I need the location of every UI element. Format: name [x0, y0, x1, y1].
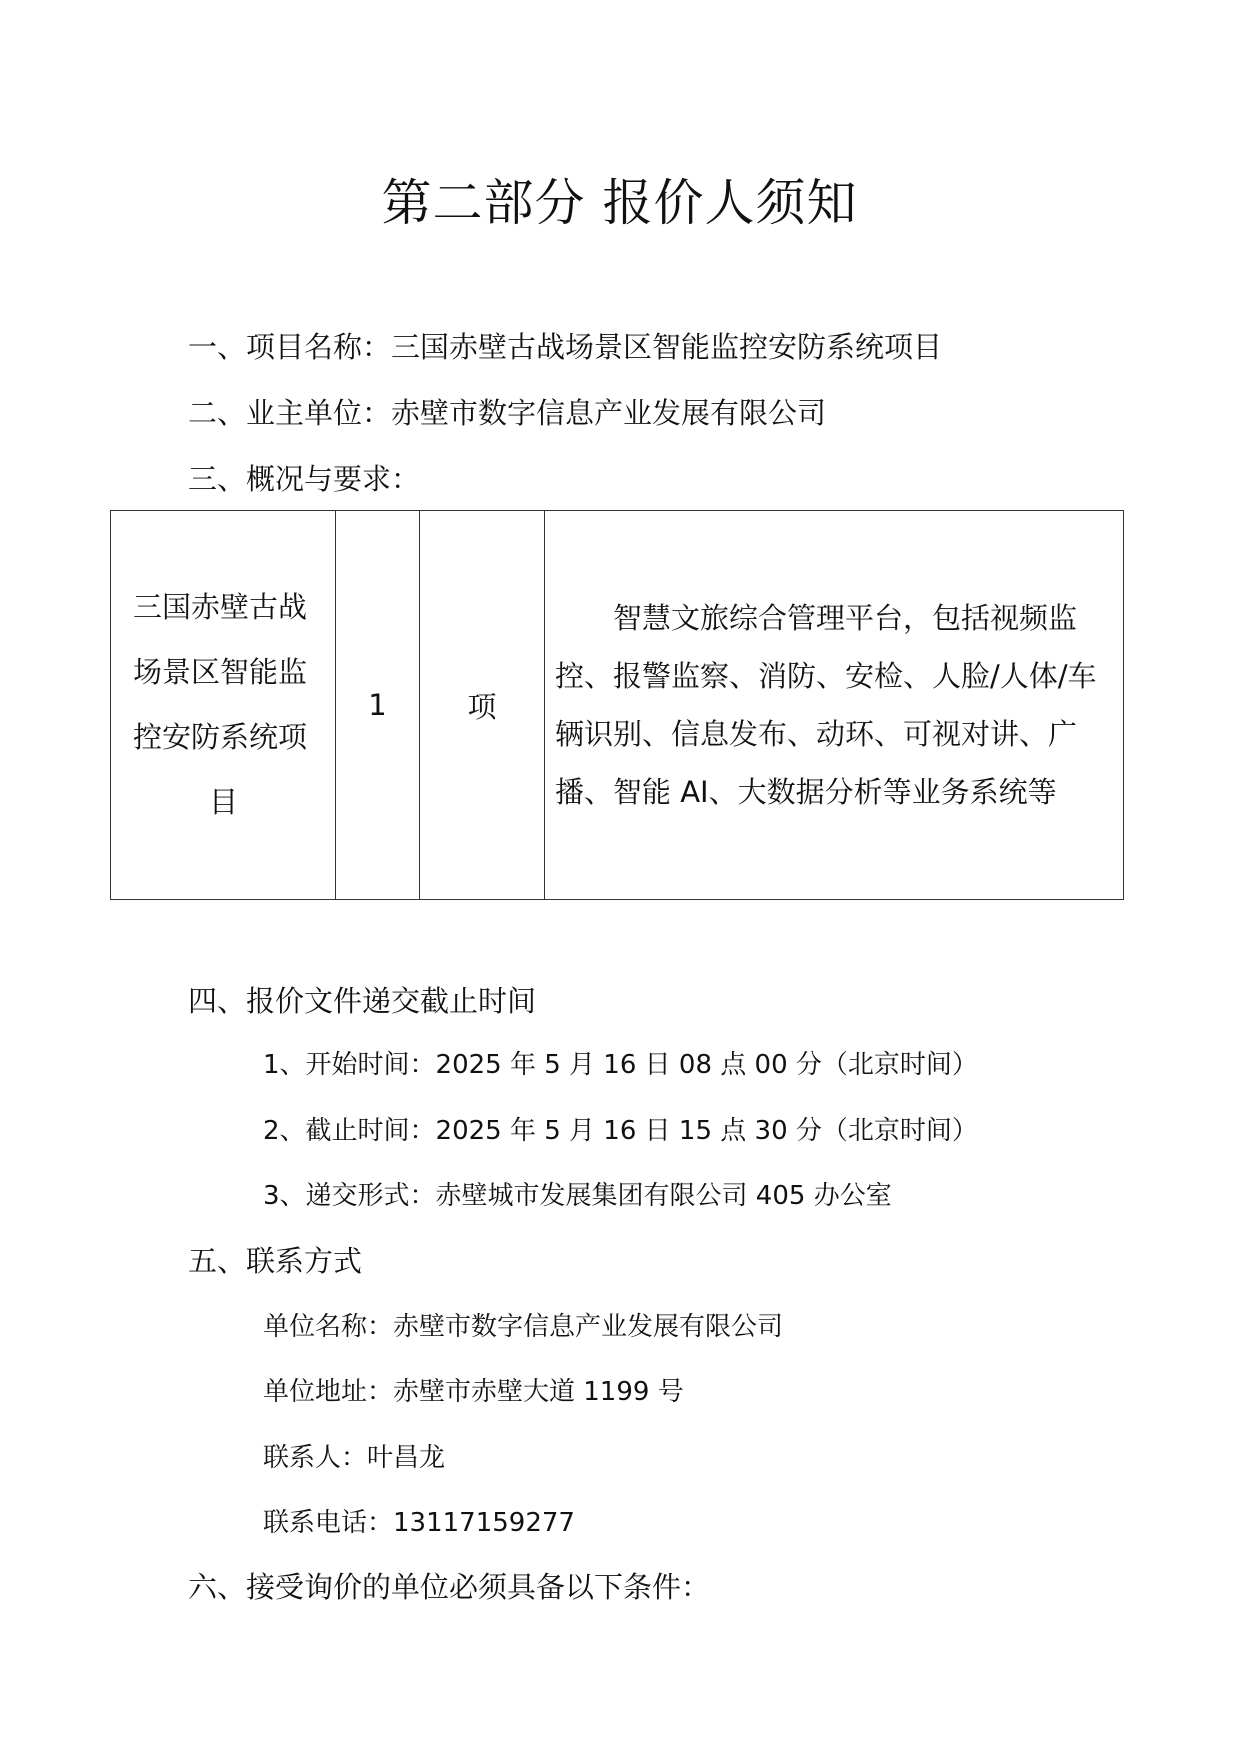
contact-phone: 联系电话：13117159277 — [263, 1508, 575, 1538]
contact-unit-name: 单位名称：赤壁市数字信息产业发展有限公司 — [263, 1312, 784, 1342]
requirements-table — [110, 510, 1124, 900]
project-name-line: 目 — [209, 785, 239, 819]
submission-form: 3、递交形式：赤壁城市发展集团有限公司 405 办公室 — [263, 1181, 892, 1211]
page-title: 第二部分 报价人须知 — [381, 174, 858, 232]
unit-cell: 项 — [420, 511, 545, 900]
deadline-start-time: 1、开始时间：2025 年 5 月 16 日 08 点 00 分（北京时间） — [263, 1050, 978, 1080]
project-name-line: 场景区智能监 — [133, 655, 308, 689]
quantity-cell: 1 — [336, 511, 420, 900]
description-text: 智慧文旅综合管理平台，包括视频监控、报警监察、消防、安检、人脸/人体/车辆识别、信息发布、动环、可视对讲、广播、智能 AI、大数据分析等业务系统等 — [555, 601, 1097, 809]
section-owner-unit: 二、业主单位：赤壁市数字信息产业发展有限公司 — [188, 396, 827, 430]
project-name-line: 三国赤壁古战 — [133, 590, 308, 624]
section-deadline-heading: 四、报价文件递交截止时间 — [188, 984, 537, 1018]
section-conditions-heading: 六、接受询价的单位必须具备以下条件： — [188, 1570, 711, 1604]
table-row — [111, 511, 1124, 900]
contact-unit-address: 单位地址：赤壁市赤壁大道 1199 号 — [263, 1377, 684, 1407]
section-overview-heading: 三、概况与要求： — [188, 462, 421, 496]
project-name-cell — [111, 511, 336, 900]
description-cell — [545, 511, 1124, 900]
section-contact-heading: 五、联系方式 — [188, 1244, 363, 1278]
project-name-line: 控安防系统项 — [133, 720, 308, 754]
section-project-name: 一、项目名称：三国赤壁古战场景区智能监控安防系统项目 — [188, 330, 943, 364]
contact-person: 联系人：叶昌龙 — [263, 1443, 446, 1473]
deadline-end-time: 2、截止时间：2025 年 5 月 16 日 15 点 30 分（北京时间） — [263, 1116, 978, 1146]
